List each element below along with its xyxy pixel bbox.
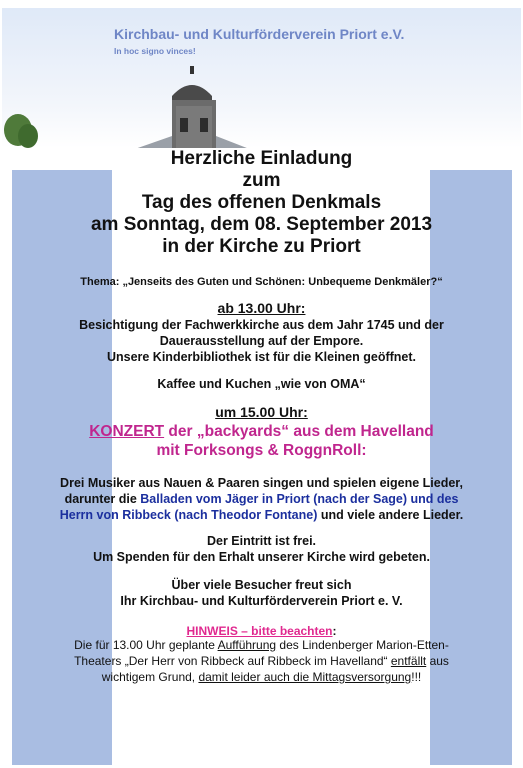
notice-line-3 [0, 670, 523, 684]
konzert-rest: der „backyards“ aus dem Havelland [164, 423, 434, 440]
musicians-line-2-blue: Balladen vom Jäger in Priort (nach der Sage) und des [140, 492, 459, 506]
cafe-line: Kaffee und Kuchen „wie von OMA“ [157, 377, 366, 391]
notice-line-3-a: wichtigem Grund, [101, 670, 199, 684]
notice-heading: HINWEIS – bitte beachten [186, 624, 333, 638]
notice-line-1-a: Die für 13.00 Uhr geplante [74, 638, 218, 652]
org-name: Kirchbau- und Kulturförderverein Priort e.V. [114, 26, 405, 42]
theme-line: Thema: „Jenseits des Guten und Schönen: Unbequeme Denkmäler?“ [80, 276, 443, 288]
konzert-line-2: mit Forksongs & RoggnRoll: [156, 442, 367, 459]
notice-line-1 [0, 638, 523, 652]
invitation-line-5: in der Kirche zu Priort [162, 236, 361, 257]
konzert-line-1 [0, 423, 523, 441]
visit-line-1: Besichtigung der Fachwerkkirche aus dem Jahr 1745 und der [79, 318, 444, 332]
notice-line-2-a: Theaters „Der Herr von Ribbeck auf Ribbeck im Havelland“ [74, 654, 391, 668]
closing-line-1: Über viele Besucher freut sich [171, 578, 352, 592]
notice-colon: : [332, 624, 337, 638]
notice-line-2 [0, 654, 523, 668]
header-photo [2, 8, 521, 148]
entry-line-2: Um Spenden für den Erhalt unserer Kirche wird gebeten. [93, 550, 430, 564]
musicians-line-2-prefix: darunter die [64, 492, 141, 506]
invitation-line-3: Tag des offenen Denkmals [141, 192, 382, 213]
entry-line-1: Der Eintritt ist frei. [206, 534, 317, 548]
musicians-line-1: Drei Musiker aus Nauen & Paaren singen und spielen eigene Lieder, [60, 476, 463, 490]
notice-line-2-b: aus [426, 654, 449, 668]
notice-line-3-b: !!! [411, 670, 422, 684]
notice-line-1-u: Aufführung [217, 638, 277, 652]
notice-line-2-u: entfällt [390, 654, 427, 668]
motto: In hoc signo vinces! [114, 46, 196, 56]
invitation-line-1: Herzliche Einladung [170, 148, 353, 169]
musicians-line-3-suffix: und viele andere Lieder. [317, 508, 464, 522]
invitation-line-2: zum [242, 170, 281, 191]
konzert-word: KONZERT [89, 423, 165, 440]
invitation-line-4: am Sonntag, dem 08. September 2013 [90, 214, 433, 235]
time-15: um 15.00 Uhr: [215, 404, 308, 420]
musicians-line-3-blue: Herrn von Ribbeck (nach Theodor Fontane) [59, 508, 318, 522]
church-tower-image [132, 66, 252, 148]
time-13: ab 13.00 Uhr: [217, 300, 306, 316]
musicians-line-2 [0, 492, 523, 506]
notice-line-3-u: damit leider auch die Mittagsversorgung [198, 670, 412, 684]
notice-line-1-b: des Lindenberger Marion-Etten- [276, 638, 449, 652]
visit-line-3: Unsere Kinderbibliothek ist für die Kleinen geöffnet. [106, 350, 417, 364]
tree-icon [4, 108, 38, 148]
closing-line-2: Ihr Kirchbau- und Kulturförderverein Priort e. V. [120, 594, 403, 608]
musicians-line-3 [0, 508, 523, 522]
visit-line-2: Dauerausstellung auf der Empore. [159, 334, 364, 348]
